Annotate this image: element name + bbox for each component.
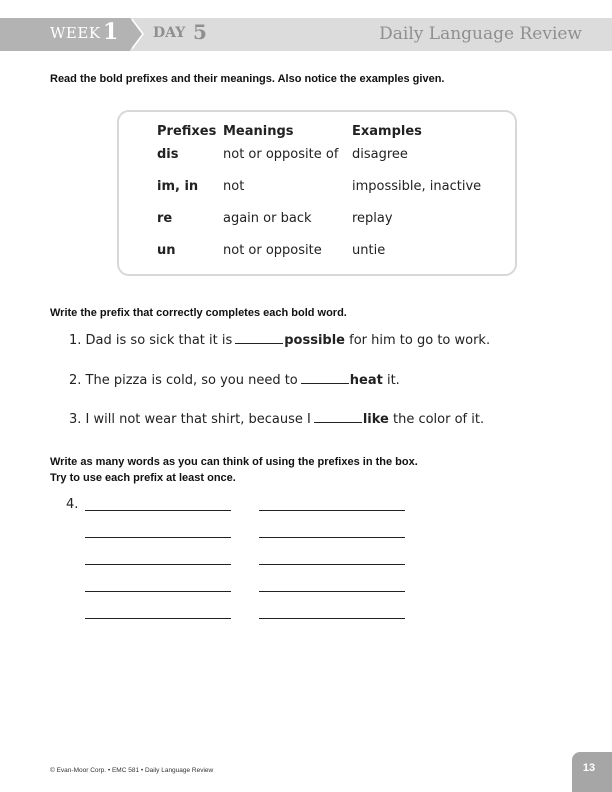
header-meanings: Meanings: [223, 124, 294, 139]
prefix-re: re: [157, 211, 173, 226]
question-number: 3.: [69, 412, 82, 427]
answer-line[interactable]: [259, 537, 405, 538]
question-text-after: for him to go to work.: [349, 333, 491, 348]
question-text-before: I will not wear that shirt, because I: [85, 412, 311, 427]
answer-line[interactable]: [259, 510, 405, 511]
header-prefixes: Prefixes: [157, 124, 217, 139]
question-bold-word: possible: [284, 333, 345, 348]
answer-line[interactable]: [259, 564, 405, 565]
day-number: 5: [193, 20, 207, 44]
meaning-un: not or opposite: [223, 243, 322, 258]
section2-instruction: Write the prefix that correctly completes each bold word.: [50, 307, 347, 319]
header-examples: Examples: [352, 124, 422, 139]
page-header: [0, 18, 612, 51]
header-title: Daily Language Review: [379, 24, 582, 44]
question-bold-word: like: [362, 412, 389, 427]
footer-copyright: © Evan-Moor Corp. • EMC 581 • Daily Language Review: [50, 767, 214, 774]
question-number: 2.: [69, 373, 82, 388]
prefix-table-box: [117, 110, 517, 276]
answer-line[interactable]: [85, 618, 231, 619]
answer-line[interactable]: [85, 591, 231, 592]
week-label: WEEK: [50, 24, 101, 42]
meaning-im-in: not: [223, 179, 245, 194]
question-3: [69, 411, 484, 427]
week-tab-arrow: [130, 18, 142, 50]
example-un: untie: [352, 243, 386, 258]
prefix-un: un: [157, 243, 176, 258]
day-label: DAY: [153, 25, 186, 41]
question-2: [69, 372, 400, 388]
question-text-before: Dad is so sick that it is: [85, 333, 233, 348]
example-re: replay: [352, 211, 393, 226]
answer-line[interactable]: [259, 618, 405, 619]
answer-line[interactable]: [85, 510, 231, 511]
example-dis: disagree: [352, 147, 408, 162]
answer-line[interactable]: [85, 564, 231, 565]
section3-instruction-line1: Write as many words as you can think of using the prefixes in the box.: [50, 456, 418, 468]
prefix-im-in: im, in: [157, 179, 199, 194]
section3-instruction-line2: Try to use each prefix at least once.: [50, 472, 236, 484]
section1-instruction: Read the bold prefixes and their meanings. Also notice the examples given.: [50, 73, 445, 85]
question-4-number: 4.: [66, 497, 79, 512]
answer-blank[interactable]: [314, 411, 362, 423]
question-text-after: the color of it.: [392, 412, 485, 427]
example-im-in: impossible, inactive: [352, 179, 482, 194]
answer-line[interactable]: [85, 537, 231, 538]
question-text-before: The pizza is cold, so you need to: [85, 373, 298, 388]
answer-blank[interactable]: [301, 372, 349, 384]
question-bold-word: heat: [349, 373, 383, 388]
question-text-after: it.: [386, 373, 400, 388]
meaning-dis: not or opposite of: [223, 147, 339, 162]
prefix-dis: dis: [157, 147, 179, 162]
page-number-tab: [572, 752, 612, 792]
answer-blank[interactable]: [235, 332, 283, 344]
answer-line[interactable]: [259, 591, 405, 592]
question-number: 1.: [69, 333, 82, 348]
page-number: 13: [582, 762, 596, 774]
question-1: [69, 332, 490, 348]
meaning-re: again or back: [223, 211, 312, 226]
week-number: 1: [103, 19, 119, 45]
